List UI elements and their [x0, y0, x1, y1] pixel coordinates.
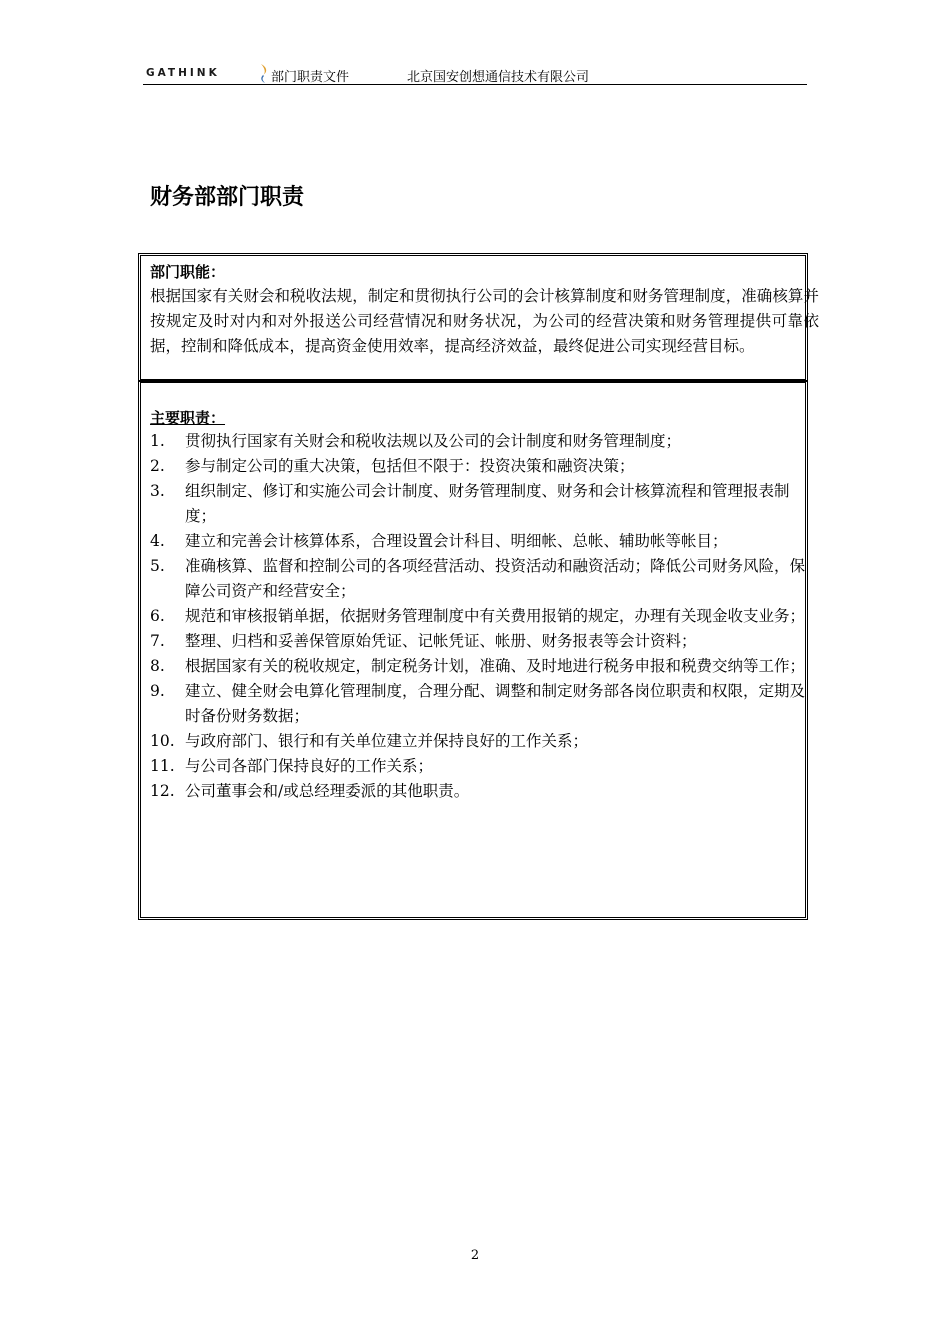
list-item-number: 1.	[150, 432, 165, 450]
responsibilities-list	[150, 429, 818, 804]
list-item-number: 6.	[150, 607, 165, 625]
page-number: 2	[470, 1248, 480, 1263]
page-header	[143, 62, 807, 85]
company-logo-text: GATHINK	[146, 67, 220, 79]
responsibilities-box	[138, 380, 808, 920]
list-item	[150, 479, 818, 529]
list-item	[150, 754, 818, 779]
list-item-number: 11.	[150, 757, 175, 775]
list-item-text: 准确核算、监督和控制公司的各项经营活动、投资活动和融资活动；降低公司财务风险，保障公司资产和经营安全；	[185, 557, 806, 600]
list-item-text: 根据国家有关的税收规定，制定税务计划，准确、及时地进行税务申报和税费交纳等工作；	[185, 657, 806, 675]
doc-type-label: 部门职责文件	[271, 70, 350, 85]
list-item-number: 8.	[150, 657, 165, 675]
list-item-text: 参与制定公司的重大决策，包括但不限于：投资决策和融资决策；	[185, 457, 635, 475]
list-item	[150, 679, 818, 729]
list-item-number: 10.	[150, 732, 175, 750]
list-item-text: 与公司各部门保持良好的工作关系；	[185, 757, 434, 775]
list-item-text: 整理、归档和妥善保管原始凭证、记帐凭证、帐册、财务报表等会计资料；	[185, 632, 697, 650]
list-item	[150, 529, 818, 554]
function-text: 根据国家有关财会和税收法规，制定和贯彻执行公司的会计核算制度和财务管理制度，准确核算并按规定及时对内和对外报送公司经营情况和财务状况，为公司的经营决策和财务管理提供可靠依据，控制和降低成本，提高资金使用效率，提高经济效益，最终促进公司实现经营目标。	[150, 287, 819, 355]
list-item-text: 贯彻执行国家有关财会和税收法规以及公司的会计制度和财务管理制度；	[185, 432, 682, 450]
company-name: 北京国安创想通信技术有限公司	[407, 70, 590, 85]
list-item	[150, 779, 818, 804]
list-item-text: 建立和完善会计核算体系，合理设置会计科目、明细帐、总帐、辅助帐等帐目；	[185, 532, 728, 550]
logo-swoosh-icon	[257, 62, 271, 84]
list-item-number: 2.	[150, 457, 165, 475]
list-item-number: 7.	[150, 632, 165, 650]
responsibilities-heading: 主要职责：	[150, 409, 226, 427]
list-item	[150, 629, 818, 654]
list-item	[150, 654, 818, 679]
list-item	[150, 454, 818, 479]
list-item-number: 12.	[150, 782, 175, 800]
list-item-number: 4.	[150, 532, 165, 550]
list-item-text: 建立、健全财会电算化管理制度，合理分配、调整和制定财务部各岗位职责和权限，定期及时备份财务数据；	[185, 682, 806, 725]
list-item-number: 5.	[150, 557, 165, 575]
list-item-text: 规范和审核报销单据，依据财务管理制度中有关费用报销的规定，办理有关现金收支业务；	[185, 607, 806, 625]
page-title: 财务部部门职责	[150, 185, 305, 210]
list-item-number: 9.	[150, 682, 165, 700]
list-item	[150, 429, 818, 454]
list-item	[150, 554, 818, 604]
list-item-text: 组织制定、修订和实施公司会计制度、财务管理制度、财务和会计核算流程和管理报表制度；	[185, 482, 790, 525]
list-item-number: 3.	[150, 482, 165, 500]
list-item-text: 与政府部门、银行和有关单位建立并保持良好的工作关系；	[185, 732, 589, 750]
department-function-box	[138, 253, 819, 382]
list-item	[150, 729, 818, 754]
list-item	[150, 604, 818, 629]
function-heading: 部门职能：	[150, 263, 226, 281]
list-item-text: 公司董事会和/或总经理委派的其他职责。	[185, 782, 470, 800]
